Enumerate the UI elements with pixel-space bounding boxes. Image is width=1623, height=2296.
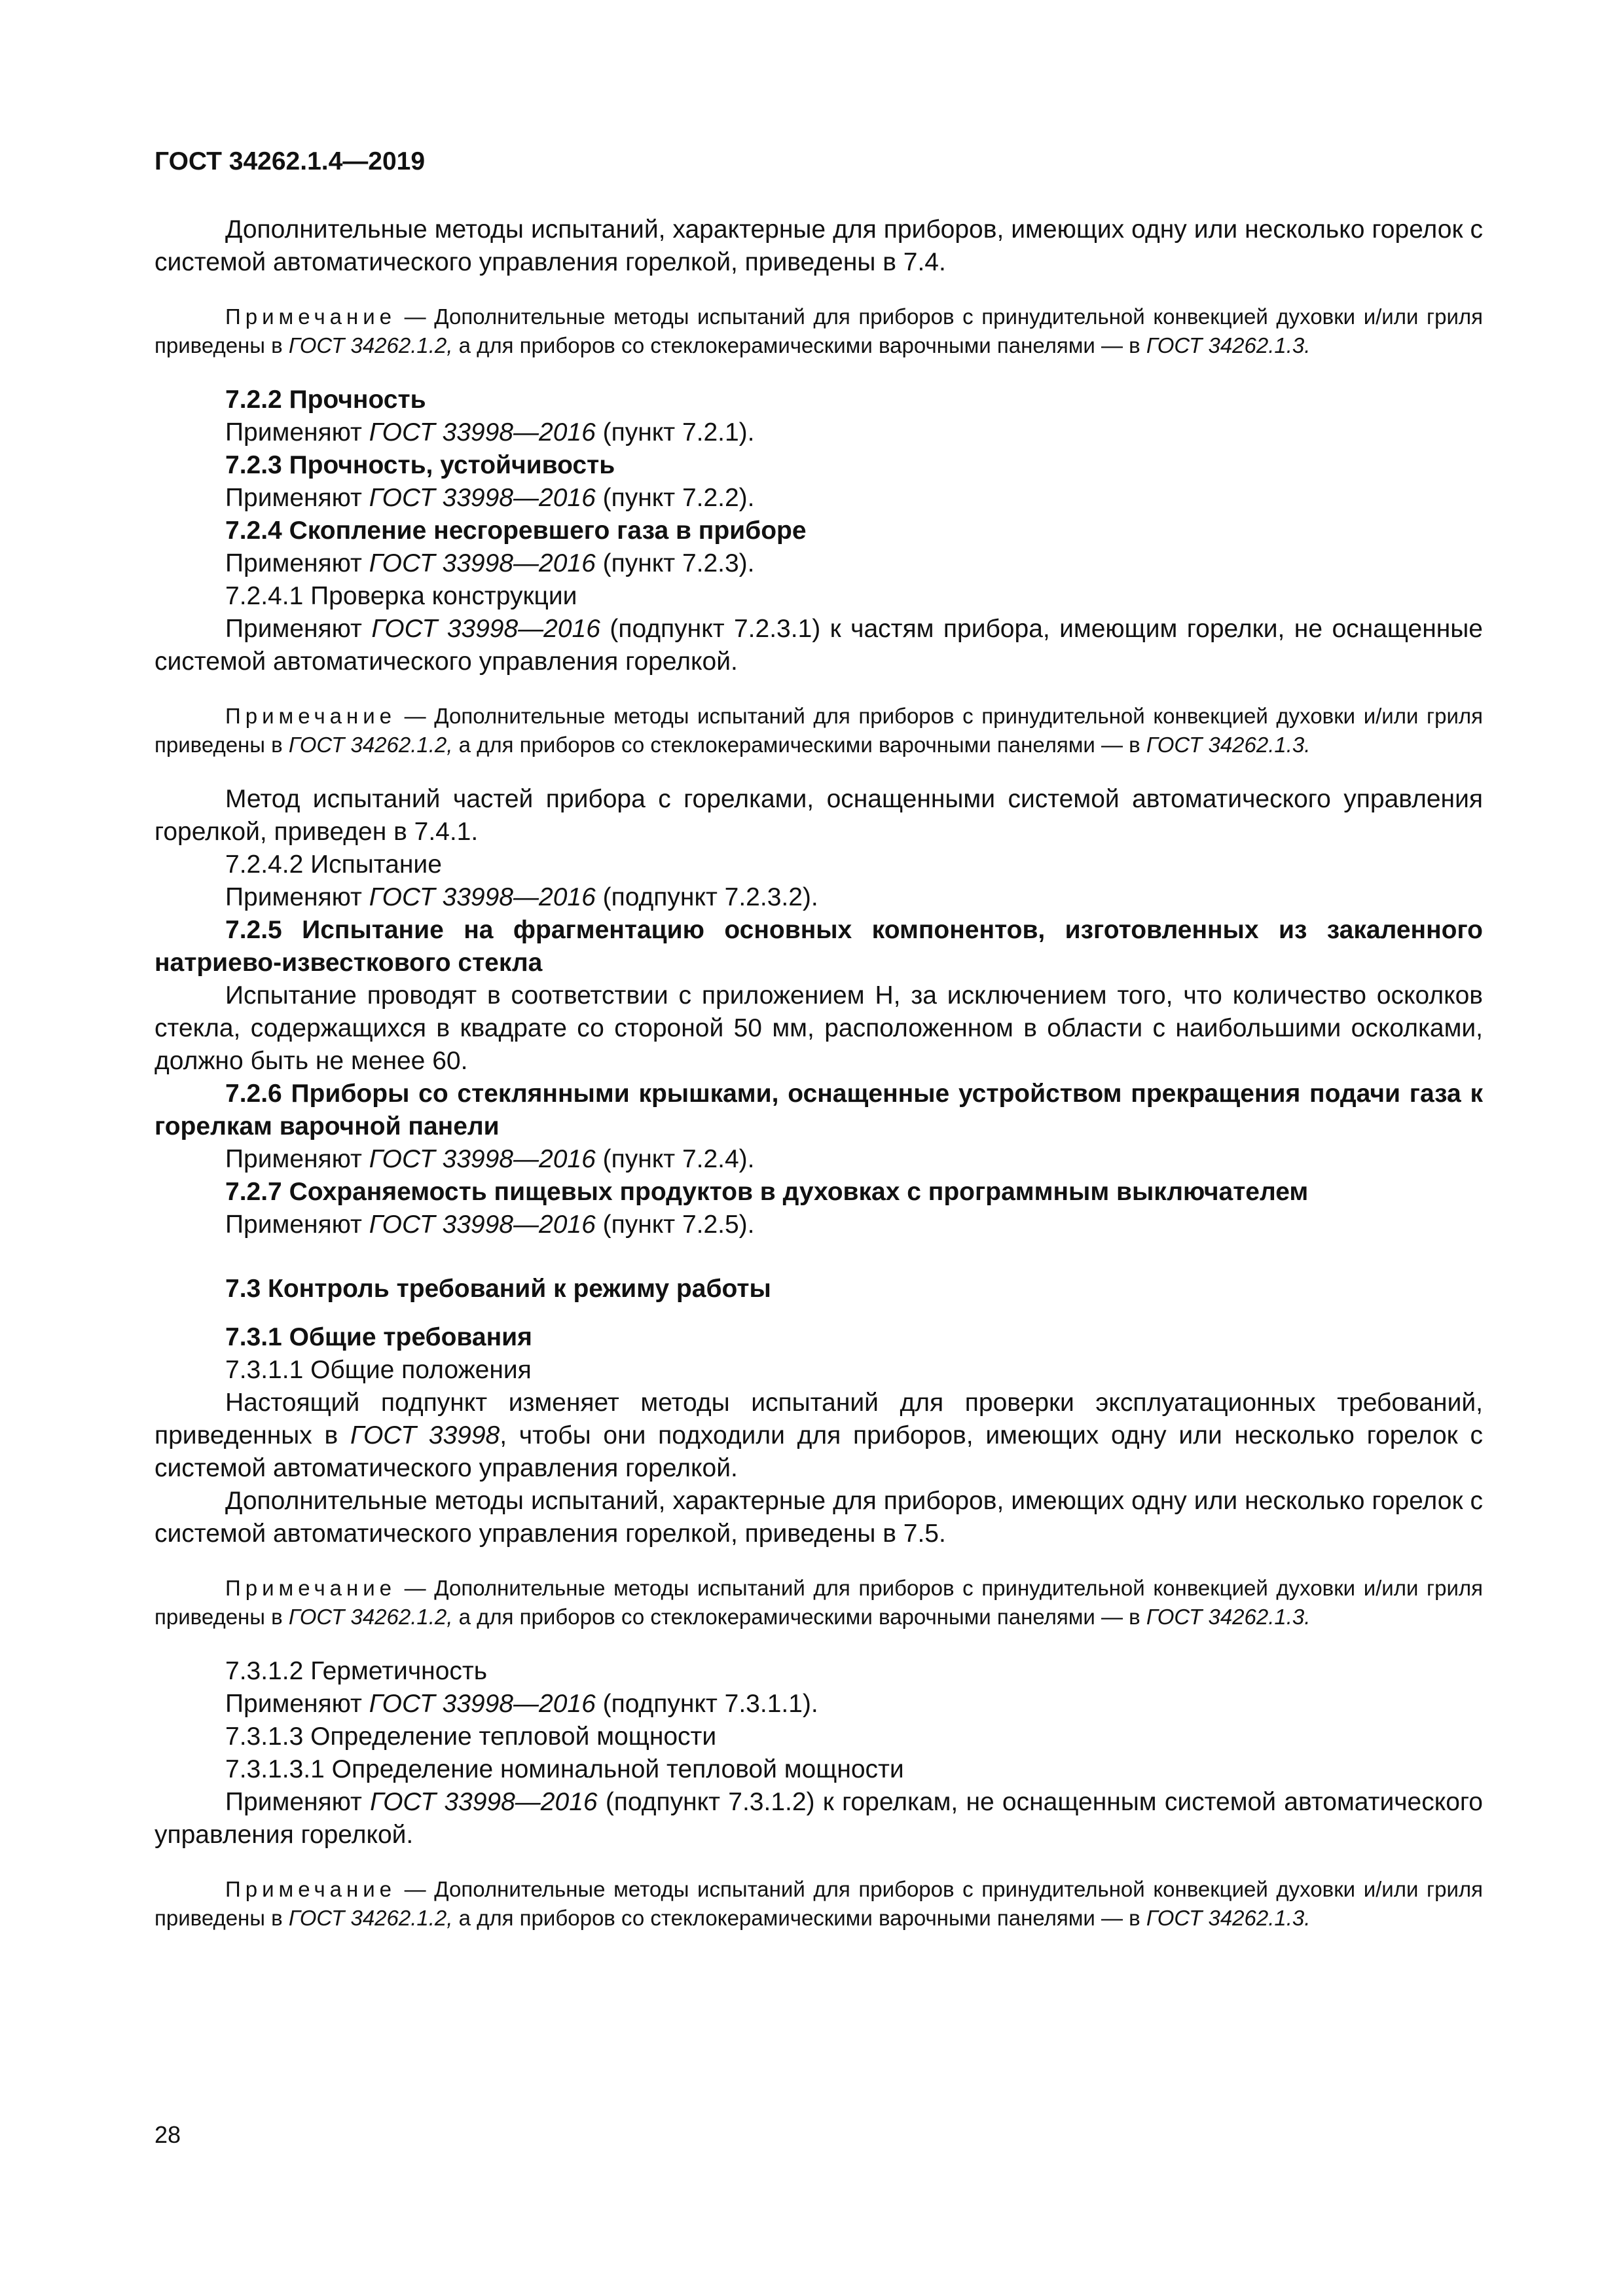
- heading-7-2-4: 7.2.4 Скопление несгоревшего газа в приборе: [225, 517, 807, 545]
- heading-7-2-3: 7.2.3 Прочность, устойчивость: [225, 451, 615, 479]
- note-ref: ГОСТ 34262.1.2,: [288, 333, 453, 357]
- subheading-7-3-1-3: 7.3.1.3 Определение тепловой мощности: [225, 1722, 717, 1751]
- standard-ref: ГОСТ 33998—2016: [371, 615, 600, 643]
- paragraph-7-2-4-2: Применяют ГОСТ 33998—2016 (подпункт 7.2.3.2).: [225, 883, 818, 911]
- note-text: а для приборов со стеклокерамическими варочными панелями — в: [452, 733, 1146, 757]
- heading-7-3-1: 7.3.1 Общие требования: [225, 1323, 532, 1351]
- note-ref: ГОСТ 34262.1.3.: [1146, 1605, 1311, 1629]
- standard-ref: ГОСТ 33998: [350, 1421, 500, 1449]
- note-label: Примечание: [225, 1877, 397, 1901]
- subheading-7-3-1-3-1: 7.3.1.3.1 Определение номинальной тепловой мощности: [225, 1755, 904, 1783]
- note-ref: ГОСТ 34262.1.2,: [288, 1906, 453, 1930]
- note-text: — Дополнительные методы испытаний для приборов с принудительной конвекцией духовки и/или гриля приведены в: [155, 1576, 1483, 1629]
- standard-ref: ГОСТ 33998—2016: [369, 1145, 596, 1173]
- note-text: а для приборов со стеклокерамическими варочными панелями — в: [452, 1906, 1146, 1930]
- paragraph-7-2-7: Применяют ГОСТ 33998—2016 (пункт 7.2.5).: [225, 1211, 755, 1239]
- note-text: — Дополнительные методы испытаний для приборов с принудительной конвекцией духовки и/или гриля приведены в: [155, 304, 1483, 357]
- note-4: [155, 1875, 1483, 1933]
- note-ref: ГОСТ 34262.1.2,: [288, 1605, 453, 1629]
- paragraph-7-2-2: Применяют ГОСТ 33998—2016 (пункт 7.2.1).: [225, 418, 755, 446]
- standard-ref: ГОСТ 33998—2016: [369, 549, 596, 577]
- note-label: Примечание: [225, 304, 397, 329]
- note-2: [155, 702, 1483, 759]
- note-text: а для приборов со стеклокерамическими варочными панелями — в: [452, 333, 1146, 357]
- document-id: ГОСТ 34262.1.4—2019: [155, 147, 426, 175]
- paragraph-7-2-3: Применяют ГОСТ 33998—2016 (пункт 7.2.2).: [225, 484, 755, 512]
- note-label: Примечание: [225, 1576, 397, 1600]
- heading-7-2-5: 7.2.5 Испытание на фрагментацию основных компонентов, изготовленных из закаленного натриево-известкового стекла: [155, 916, 1483, 977]
- subheading-7-2-4-2: 7.2.4.2 Испытание: [225, 850, 442, 879]
- note-1: [155, 302, 1483, 360]
- note-ref: ГОСТ 34262.1.3.: [1146, 333, 1311, 357]
- note-3: [155, 1574, 1483, 1631]
- paragraph-additional-methods: Дополнительные методы испытаний, характерные для приборов, имеющих одну или несколько горелок с системой автоматического управления горелкой, приведены в 7.4.: [155, 215, 1483, 276]
- paragraph-7-2-4: Применяют ГОСТ 33998—2016 (пункт 7.2.3).: [225, 549, 755, 577]
- standard-ref: ГОСТ 33998—2016: [369, 484, 596, 512]
- subheading-7-3-1-1: 7.3.1.1 Общие положения: [225, 1356, 532, 1384]
- note-ref: ГОСТ 34262.1.3.: [1146, 733, 1311, 757]
- heading-7-3: 7.3 Контроль требований к режиму работы: [225, 1275, 771, 1303]
- paragraph-7-3-1-2: Применяют ГОСТ 33998—2016 (подпункт 7.3.1.1).: [225, 1690, 818, 1718]
- subheading-7-2-4-1: 7.2.4.1 Проверка конструкции: [225, 582, 577, 610]
- heading-7-2-7: 7.2.7 Сохраняемость пищевых продуктов в духовках с программным выключателем: [225, 1178, 1309, 1206]
- note-text: — Дополнительные методы испытаний для приборов с принудительной конвекцией духовки и/или гриля приведены в: [155, 1877, 1483, 1930]
- subheading-7-3-1-2: 7.3.1.2 Герметичность: [225, 1657, 488, 1685]
- paragraph-7-2-4-1: Применяют ГОСТ 33998—2016 (подпункт 7.2.3.1) к частям прибора, имеющим горелки, не оснащенные системой автоматического управления горелкой.: [155, 615, 1483, 676]
- note-text: — Дополнительные методы испытаний для приборов с принудительной конвекцией духовки и/или гриля приведены в: [155, 704, 1483, 757]
- note-text: а для приборов со стеклокерамическими варочными панелями — в: [452, 1605, 1146, 1629]
- heading-7-2-6: 7.2.6 Приборы со стеклянными крышками, оснащенные устройством прекращения подачи газа к горелкам варочной панели: [155, 1080, 1483, 1140]
- note-label: Примечание: [225, 704, 397, 728]
- paragraph-method: Метод испытаний частей прибора с горелками, оснащенными системой автоматического управления горелкой, приведен в 7.4.1.: [155, 785, 1483, 846]
- paragraph-7-2-6: Применяют ГОСТ 33998—2016 (пункт 7.2.4).: [225, 1145, 755, 1173]
- standard-ref: ГОСТ 33998—2016: [369, 1690, 596, 1718]
- standard-ref: ГОСТ 33998—2016: [369, 1211, 596, 1239]
- paragraph-7-3-1-3-1: Применяют ГОСТ 33998—2016 (подпункт 7.3.1.2) к горелкам, не оснащенным системой автоматического управления горелкой.: [155, 1788, 1483, 1849]
- standard-ref: ГОСТ 33998—2016: [370, 1788, 598, 1816]
- note-ref: ГОСТ 34262.1.2,: [288, 733, 453, 757]
- standard-ref: ГОСТ 33998—2016: [369, 418, 596, 446]
- paragraph-7-3-1-1: Настоящий подпункт изменяет методы испытаний для проверки эксплуатационных требований, приведенных в ГОСТ 33998, чтобы они подходили для приборов, имеющих одну или несколько горелок с системой автоматического управления горелкой.: [155, 1389, 1483, 1482]
- note-ref: ГОСТ 34262.1.3.: [1146, 1906, 1311, 1930]
- standard-ref: ГОСТ 33998—2016: [369, 883, 596, 911]
- paragraph-7-3-1-1-additional: Дополнительные методы испытаний, характерные для приборов, имеющих одну или несколько горелок с системой автоматического управления горелкой, приведены в 7.5.: [155, 1487, 1483, 1548]
- page-number: 28: [155, 2121, 181, 2148]
- paragraph-7-2-5: Испытание проводят в соответствии с приложением Н, за исключением того, что количество осколков стекла, содержащихся в квадрате со стороной 50 мм, расположенном в области с наибольшими осколками, должно быть не менее 60.: [155, 981, 1483, 1075]
- heading-7-2-2: 7.2.2 Прочность: [225, 386, 426, 414]
